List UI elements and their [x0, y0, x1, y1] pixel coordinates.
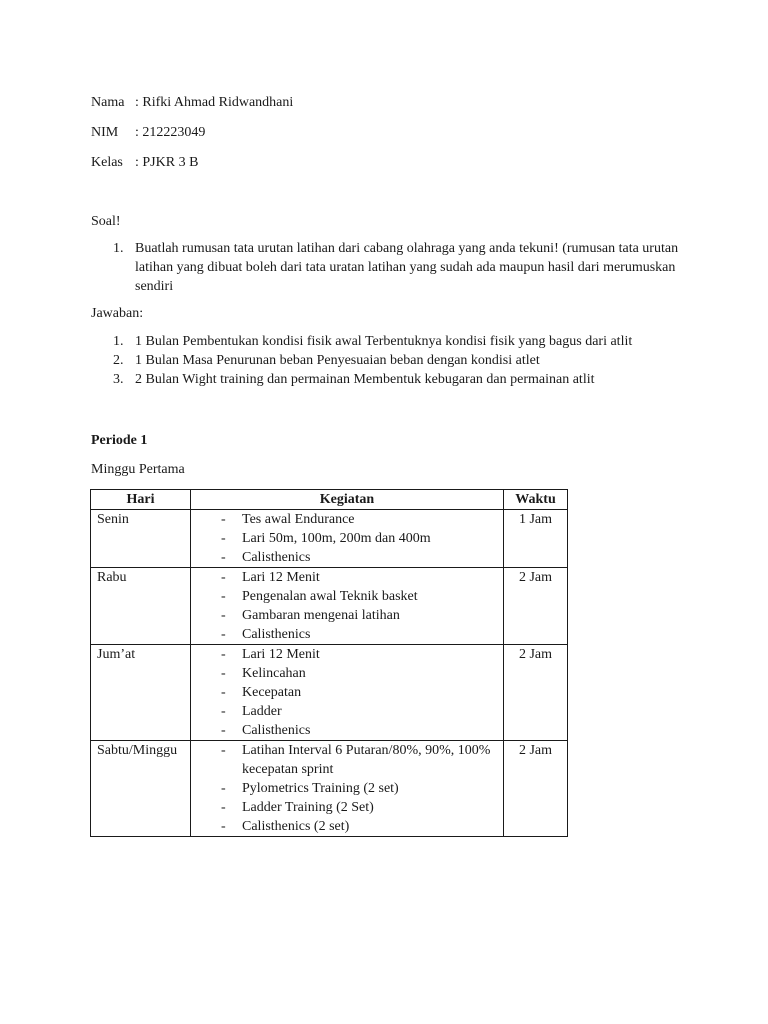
- class-label: Kelas: [91, 155, 123, 170]
- nim-value: : 212223049: [135, 125, 206, 140]
- activity-item: - Latihan Interval 6 Putaran/80%, 90%, 100% kecepatan sprint: [221, 743, 491, 777]
- activity-item: - Ladder Training (2 Set): [221, 800, 374, 815]
- activity-item: - Lari 50m, 100m, 200m dan 400m: [221, 531, 431, 546]
- question-list: [91, 239, 681, 296]
- nim-row: [91, 123, 205, 142]
- activity-item: - Calisthenics (2 set): [221, 819, 350, 834]
- table-row: [91, 568, 568, 645]
- activity-item: - Calisthenics: [221, 627, 311, 642]
- activity-item: - Kelincahan: [221, 666, 306, 681]
- question-item: [91, 239, 681, 296]
- answer-item: [91, 351, 681, 370]
- nim-label: NIM: [91, 125, 119, 140]
- table-row: [91, 510, 568, 568]
- question-text: Buatlah rumusan tata urutan latihan dari cabang olahraga yang anda tekuni! (rumusan tata urutan latihan yang dibuat boleh dari tata uratan latihan yang sudah ada maupun hasil dari merumuskan sendiri: [135, 241, 679, 294]
- answer-heading: Jawaban:: [91, 306, 144, 321]
- period-title: Periode 1: [91, 433, 148, 448]
- table-row: [91, 741, 568, 837]
- table-row: [91, 645, 568, 741]
- activity-item: - Tes awal Endurance: [221, 512, 355, 527]
- answer-text: 1 Bulan Pembentukan kondisi fisik awal Terbentuknya kondisi fisik yang bagus dari atlit: [135, 334, 633, 349]
- day-cell: Rabu: [91, 568, 191, 645]
- name-label: Nama: [91, 95, 125, 110]
- day-cell: Sabtu/Minggu: [91, 741, 191, 837]
- activity-cell: [191, 510, 504, 568]
- day-cell: Senin: [91, 510, 191, 568]
- header-time: Waktu: [504, 490, 568, 510]
- answer-list: [91, 332, 681, 389]
- header-activity: Kegiatan: [191, 490, 504, 510]
- activity-item: - Lari 12 Menit: [221, 570, 320, 585]
- time-cell: 2 Jam: [504, 645, 568, 741]
- table-header-row: [91, 490, 568, 510]
- activity-cell: [191, 741, 504, 837]
- question-number: 1.: [113, 241, 124, 256]
- name-value: : Rifki Ahmad Ridwandhani: [135, 95, 294, 110]
- activity-item: - Gambaran mengenai latihan: [221, 608, 400, 623]
- answer-item: [91, 332, 681, 351]
- activity-item: - Calisthenics: [221, 550, 311, 565]
- class-value: : PJKR 3 B: [135, 155, 199, 170]
- activity-item: - Pengenalan awal Teknik basket: [221, 589, 418, 604]
- time-cell: 2 Jam: [504, 568, 568, 645]
- day-cell: Jum’at: [91, 645, 191, 741]
- activity-item: - Lari 12 Menit: [221, 647, 320, 662]
- class-row: [91, 153, 198, 172]
- answer-item: [91, 370, 681, 389]
- time-cell: 1 Jam: [504, 510, 568, 568]
- answer-text: 1 Bulan Masa Penurunan beban Penyesuaian beban dengan kondisi atlet: [135, 353, 540, 368]
- activity-cell: [191, 645, 504, 741]
- activity-item: - Kecepatan: [221, 685, 302, 700]
- week-title: Minggu Pertama: [91, 462, 185, 477]
- activity-item: - Pylometrics Training (2 set): [221, 781, 399, 796]
- header-day: Hari: [91, 490, 191, 510]
- answer-number: 3.: [113, 372, 124, 387]
- name-row: [91, 93, 293, 112]
- answer-text: 2 Bulan Wight training dan permainan Membentuk kebugaran dan permainan atlit: [135, 372, 595, 387]
- activity-item: - Calisthenics: [221, 723, 311, 738]
- answer-number: 1.: [113, 334, 124, 349]
- activity-item: - Ladder: [221, 704, 282, 719]
- activity-cell: [191, 568, 504, 645]
- answer-number: 2.: [113, 353, 124, 368]
- schedule-table: [90, 489, 568, 837]
- question-heading: Soal!: [91, 214, 121, 229]
- time-cell: 2 Jam: [504, 741, 568, 837]
